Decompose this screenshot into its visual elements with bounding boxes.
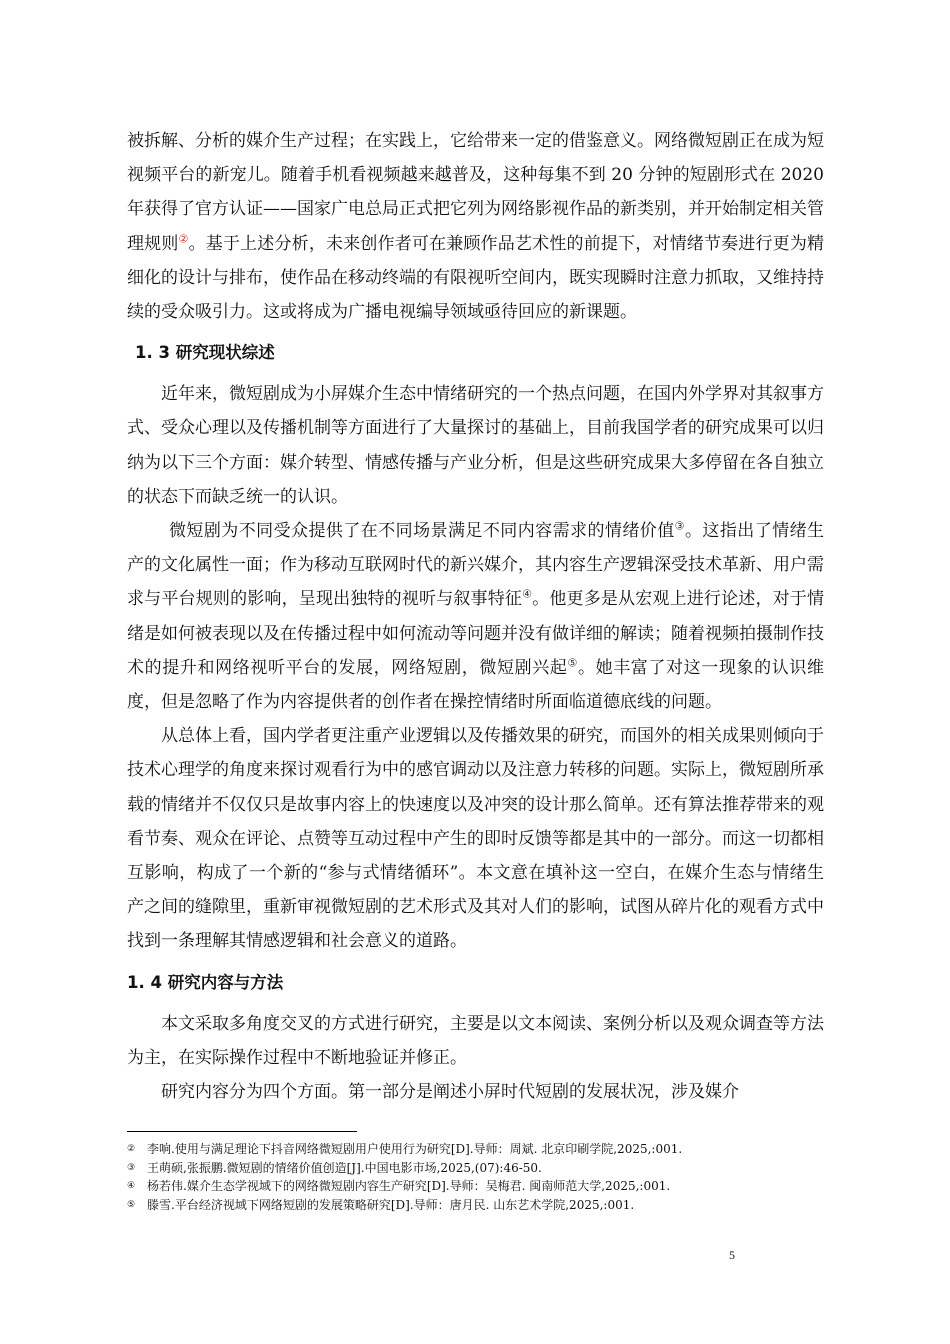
footnote-item [127,1196,824,1215]
footnote-marker: ③ [127,1162,136,1173]
footnote-item [127,1140,824,1159]
footnote-marker: ② [127,1144,136,1154]
paragraph-methods-2: 研究内容分为四个方面。第一部分是阐述小屏时代短剧的发展状况，涉及媒介 [161,1082,739,1103]
footnote-text: 杨若伟.媒介生态学视域下的网络微短剧内容生产研究[D].导师：吴梅君. 闽南师范大学,2025,:001. [147,1179,671,1193]
footnote-ref-4[interactable]: ④ [522,587,533,601]
paragraph-text: 微短剧为不同受众提供了在不同场景满足不同内容需求的情绪价值 [169,521,675,542]
footnote-item [127,1177,824,1196]
footnote-item [127,1159,824,1178]
paragraph-text: 。她丰富了对这一现象的认识维度，但是忽略了作为内容提供者的创作者在操控情绪时所面临道德底线的问题。 [127,657,824,713]
footnote-separator [127,1131,357,1132]
footnote-text: 王萌硕,张振鹏.微短剧的情绪价值创造[J].中国电影市场,2025,(07):46-50. [147,1160,542,1175]
footnotes [127,1140,824,1214]
paragraph-continued [127,124,824,329]
paragraph-text: 被拆解、分析的媒介生产过程；在实践上，它给带来一定的借鉴意义。网络微短剧正在成为短视频平台的新宠儿。随着手机看视频越来越普及，这种每集不到 20 分钟的短剧形式在 2020 年获得了官方认证——国家广电总局正式把它列为网络影视作品的新类别，并开始制定相关管理规则 [127,131,824,254]
footnote-marker: ⑤ [127,1199,136,1210]
paragraph-research-status-2 [127,514,824,719]
footnote-text: 李响.使用与满足理论下抖音网络微短剧用户使用行为研究[D].导师：周斌. 北京印刷学院,2025,:001. [147,1142,683,1156]
footnote-ref-2[interactable]: ② [178,231,189,245]
section-heading-1-3: 1. 3 研究现状综述 [135,343,275,363]
page-number: 5 [729,1248,735,1262]
body-text [127,124,824,1109]
paragraph-text-tail: 。基于上述分析，未来创作者可在兼顾作品艺术性的前提下，对情绪节奏进行更为精细化的设计与排布，使作品在移动终端的有限视听空间内，既实现瞬时注意力抓取，又维持持续的受众吸引力。这或将成为广播电视编导领域亟待回应的新课题。 [127,233,825,323]
paragraph-methods-1: 本文采取多角度交叉的方式进行研究，主要是以文本阅读、案例分析以及观众调查等方法为主，在实际操作过程中不断地验证并修正。 [127,1013,824,1068]
paragraph-research-status-1: 近年来，微短剧成为小屏媒介生态中情绪研究的一个热点问题，在国内外学界对其叙事方式、受众心理以及传播机制等方面进行了大量探讨的基础上，目前我国学者的研究成果可以归纳为以下三个方面：媒介转型、情感传播与产业分析，但是这些研究成果大多停留在各自独立的状态下而缺乏统一的认识。 [127,384,824,507]
section-heading-1-4: 1. 4 研究内容与方法 [127,972,284,992]
footnote-ref-3[interactable]: ③ [674,519,685,533]
footnote-text: 滕雪.平台经济视域下网络短剧的发展策略研究[D].导师：唐月民. 山东艺术学院,2025,:001. [147,1197,635,1212]
paragraph-text: 。他更多是从宏观上进行论述，对于情绪是如何被表现以及在传播过程中如何流动等问题并没有做详细的解读；随着视频拍摄制作技术的提升和网络视听平台的发展，网络短剧，微短剧兴起 [127,589,825,678]
paragraph-text: 。这指出了情绪生产的文化属性一面；作为移动互联网时代的新兴媒介，其内容生产逻辑深受技术革新、用户需求与平台规则的影响，呈现出独特的视听与叙事特征 [127,521,825,610]
footnote-ref-5[interactable]: ⑤ [567,656,578,670]
footnote-marker: ④ [127,1181,136,1191]
paragraph-research-status-3: 从总体上看，国内学者更注重产业逻辑以及传播效果的研究，而国外的相关成果则倾向于技术心理学的角度来探讨观看行为中的感官调动以及注意力转移的问题。实际上，微短剧所承载的情绪并不仅仅只是故事内容上的快速度以及冲突的设计那么简单。还有算法推荐带来的观看节奏、观众在评论、点赞等互动过程中产生的即时反馈等都是其中的一部分。而这一切都相互影响，构成了一个新的“参与式情绪循环”。本文意在填补这一空白，在媒介生态与情绪生产之间的缝隙里，重新审视微短剧的艺术形式及其对人们的影响，试图从碎片化的观看方式中找到一条理解其情感逻辑和社会意义的道路。 [127,726,824,952]
